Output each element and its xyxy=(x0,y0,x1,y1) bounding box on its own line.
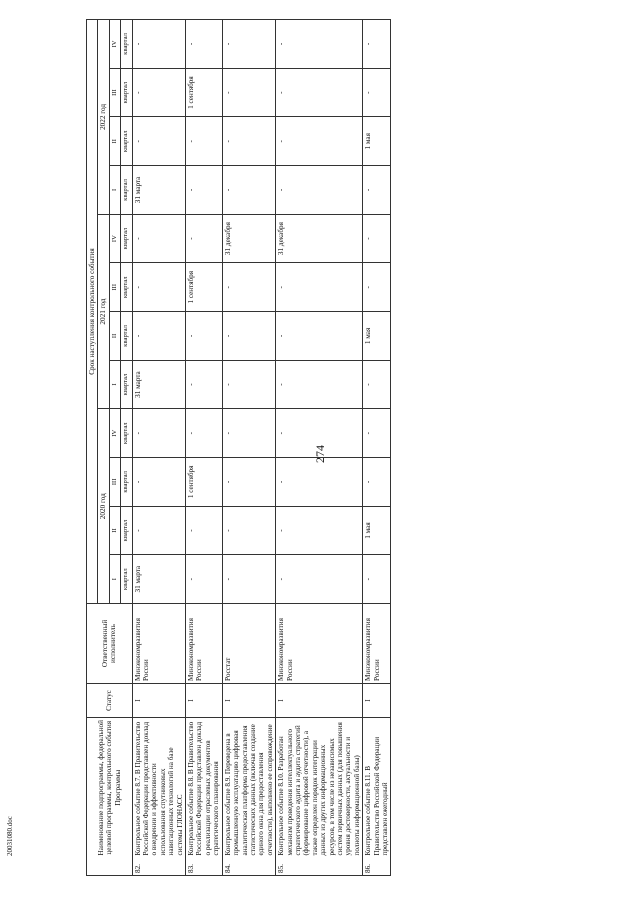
row-number: 82. xyxy=(132,858,185,876)
quarter-number-header: II xyxy=(109,506,120,555)
deadline-cell: - xyxy=(132,312,185,361)
quarter-word-header: квартал xyxy=(121,555,132,604)
event-name: Контрольное событие 8.10. Разработан механизм проведения интеллектуального стратегического аудита и аудита стратегий (формирование цифровой отчетности), а также определен порядок интеграции данных из других информационных ресурсов, в том числе из независимых систем первичных данных (для повышения уровня достоверности, актуальности и полноты информационной базы) xyxy=(276,718,363,858)
status-cell: I xyxy=(363,684,391,718)
table-row xyxy=(186,20,223,876)
event-name: Контрольное событие 8.7. В Правительство Российской Федерации представлен доклад о внедрении и эффективности использования спутниковых навигационных технологий на базе системы ГЛОНАСС xyxy=(132,718,185,858)
deadline-cell: - xyxy=(222,263,275,312)
table-row xyxy=(363,20,391,876)
quarter-word-header: квартал xyxy=(121,166,132,215)
deadline-cell: - xyxy=(363,166,391,215)
deadline-cell: - xyxy=(132,458,185,507)
deadline-cell: - xyxy=(132,263,185,312)
table-row xyxy=(132,20,185,876)
deadline-cell: 31 декабря xyxy=(222,214,275,263)
deadline-cell: - xyxy=(276,312,363,361)
quarter-number-header: III xyxy=(109,263,120,312)
status-cell: I xyxy=(186,684,223,718)
year-header: 2020 год xyxy=(98,409,109,604)
event-name: Контрольное событие 8.11. В Правительство Российской Федерации представлен ежегодный xyxy=(363,718,391,858)
name-header: Наименование подпрограммы, федеральной целевой программы, контрольного события Программы xyxy=(87,718,133,858)
status-cell: I xyxy=(276,684,363,718)
deadline-cell: 1 сентября xyxy=(186,68,223,117)
deadline-cell: - xyxy=(222,166,275,215)
deadline-cell: - xyxy=(222,409,275,458)
quarter-word-header: квартал xyxy=(121,263,132,312)
deadline-cell: - xyxy=(222,360,275,409)
row-number: 86. xyxy=(363,858,391,876)
deadline-cell: - xyxy=(222,20,275,69)
page-number: 274 xyxy=(313,445,327,463)
deadline-cell: - xyxy=(363,68,391,117)
deadline-header: Срок наступления контрольного события xyxy=(87,20,98,604)
quarter-word-header: квартал xyxy=(121,458,132,507)
quarter-number-header: III xyxy=(109,458,120,507)
deadline-cell: 31 декабря xyxy=(276,214,363,263)
deadline-cell: - xyxy=(363,360,391,409)
responsible-cell: Минэкономразвития России xyxy=(363,604,391,684)
event-name: Контрольное событие 8.8. В Правительство Российской Федерации представлен доклад о реализации отраслевых документов стратегического планирования xyxy=(186,718,223,858)
deadline-cell: 31 марта xyxy=(132,166,185,215)
quarter-number-header: IV xyxy=(109,409,120,458)
deadline-cell: - xyxy=(276,506,363,555)
footer-doc-name: 20031080.doc xyxy=(6,816,14,856)
table-row xyxy=(222,20,275,876)
year-header: 2021 год xyxy=(98,214,109,409)
deadline-cell: - xyxy=(363,555,391,604)
quarter-number-header: I xyxy=(109,360,120,409)
quarter-number-header: II xyxy=(109,117,120,166)
deadline-cell: - xyxy=(132,409,185,458)
quarter-word-header: квартал xyxy=(121,312,132,361)
deadline-cell: - xyxy=(186,312,223,361)
deadline-cell: - xyxy=(186,506,223,555)
deadline-cell: - xyxy=(276,555,363,604)
quarter-word-header: квартал xyxy=(121,68,132,117)
event-name: Контрольное событие 8.9. Переведена в промышленную эксплуатацию цифровая аналитическая платформа предоставления статистических данных (включая создание единого окна для предоставления отчетности), выполнено ее сопровождение xyxy=(222,718,275,858)
status-cell: I xyxy=(222,684,275,718)
deadline-cell: - xyxy=(222,312,275,361)
quarter-number-header: IV xyxy=(109,214,120,263)
responsible-header: Ответственный исполнитель xyxy=(87,604,133,684)
deadline-cell: - xyxy=(363,20,391,69)
quarter-word-header: квартал xyxy=(121,20,132,69)
deadline-cell: 1 мая xyxy=(363,312,391,361)
deadline-cell: - xyxy=(132,20,185,69)
deadline-cell: 31 марта xyxy=(132,555,185,604)
deadline-cell: 1 мая xyxy=(363,506,391,555)
deadline-cell: - xyxy=(186,409,223,458)
quarter-word-header: квартал xyxy=(121,360,132,409)
deadline-cell: - xyxy=(363,263,391,312)
quarter-word-header: квартал xyxy=(121,409,132,458)
row-number: 85. xyxy=(276,858,363,876)
quarter-number-header: II xyxy=(109,312,120,361)
deadline-cell: - xyxy=(186,117,223,166)
status-header: Статус xyxy=(87,684,133,718)
deadline-cell: - xyxy=(276,117,363,166)
deadline-cell: - xyxy=(222,117,275,166)
deadline-cell: - xyxy=(276,409,363,458)
deadline-cell: - xyxy=(186,555,223,604)
quarter-number-header: IV xyxy=(109,20,120,69)
quarter-number-header: III xyxy=(109,68,120,117)
deadline-cell: - xyxy=(222,506,275,555)
deadline-cell: - xyxy=(132,214,185,263)
row-number: 83. xyxy=(186,858,223,876)
quarter-word-header: квартал xyxy=(121,117,132,166)
deadline-cell: - xyxy=(363,214,391,263)
deadline-cell: - xyxy=(186,20,223,69)
control-events-table xyxy=(86,19,391,876)
deadline-cell: - xyxy=(132,506,185,555)
deadline-cell: 1 сентября xyxy=(186,458,223,507)
responsible-cell: Минэкономразвития России xyxy=(276,604,363,684)
deadline-cell: - xyxy=(222,555,275,604)
deadline-cell: - xyxy=(276,263,363,312)
deadline-cell: - xyxy=(132,68,185,117)
deadline-cell: - xyxy=(222,458,275,507)
deadline-cell: - xyxy=(186,214,223,263)
deadline-cell: - xyxy=(363,458,391,507)
control-events-table-sheet xyxy=(86,20,630,876)
status-cell: I xyxy=(132,684,185,718)
table-row xyxy=(276,20,363,876)
quarter-number-header: I xyxy=(109,555,120,604)
row-number: 84. xyxy=(222,858,275,876)
deadline-cell: - xyxy=(276,458,363,507)
deadline-cell: - xyxy=(132,117,185,166)
deadline-cell: - xyxy=(186,166,223,215)
num-header xyxy=(87,858,133,876)
quarter-word-header: квартал xyxy=(121,506,132,555)
quarter-word-header: квартал xyxy=(121,214,132,263)
responsible-cell: Росстат xyxy=(222,604,275,684)
deadline-cell: 1 мая xyxy=(363,117,391,166)
responsible-cell: Минэкономразвития России xyxy=(186,604,223,684)
deadline-cell: - xyxy=(276,166,363,215)
deadline-cell: 1 сентября xyxy=(186,263,223,312)
deadline-cell: - xyxy=(276,68,363,117)
year-header: 2022 год xyxy=(98,20,109,215)
deadline-cell: - xyxy=(276,20,363,69)
responsible-cell: Минэкономразвития России xyxy=(132,604,185,684)
deadline-cell: - xyxy=(222,68,275,117)
deadline-cell: 31 марта xyxy=(132,360,185,409)
quarter-number-header: I xyxy=(109,166,120,215)
deadline-cell: - xyxy=(276,360,363,409)
deadline-cell: - xyxy=(363,409,391,458)
deadline-cell: - xyxy=(186,360,223,409)
